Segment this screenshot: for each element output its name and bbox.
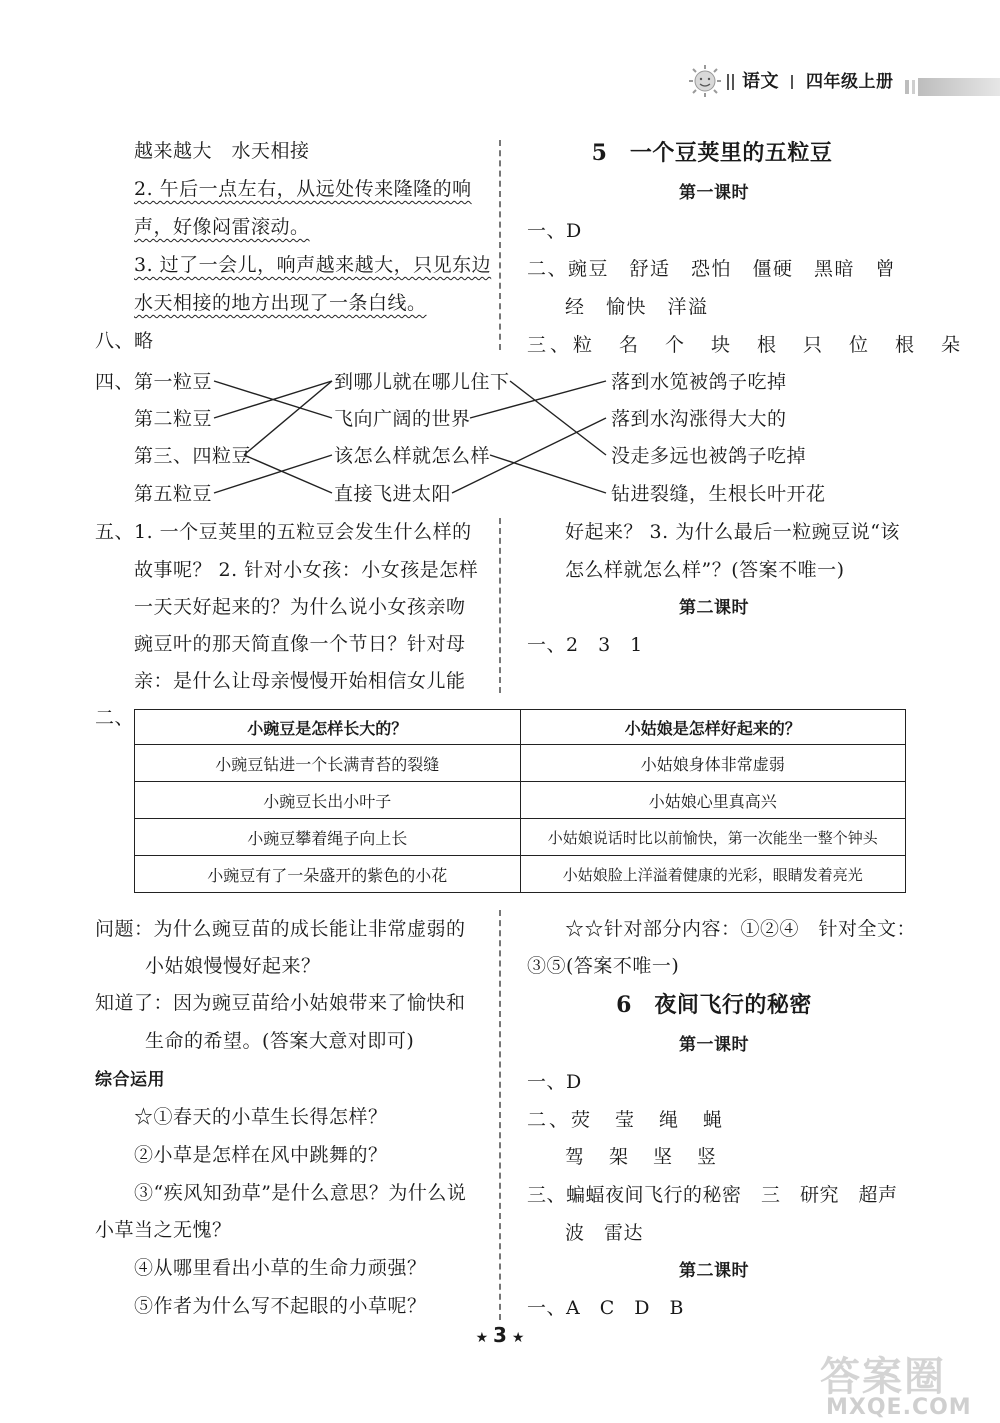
answer-line: ☆☆针对部分内容：①②④ 针对全文： — [565, 918, 917, 940]
answer-line: 三、粒 名 个 块 根 只 位 根 朵 — [527, 334, 965, 356]
answer-line: 五、1. 一个豆荚里的五粒豆会发生什么样的 — [95, 521, 472, 543]
watermark-url: MXQE.COM — [826, 1395, 972, 1420]
header-subject: 语文 — [742, 71, 779, 92]
match-middle-item: 到哪儿就在哪儿住下 — [334, 371, 510, 393]
match-right-item: 落到水沟涨得大大的 — [611, 408, 787, 430]
match-right-item: 钻进裂缝，生根长叶开花 — [611, 483, 826, 505]
answer-line: 波 雷达 — [565, 1222, 644, 1244]
answer-line: 怎么样就怎么样”？(答案不唯一) — [565, 559, 845, 581]
answer-line: 小姑娘慢慢好起来？ — [145, 955, 321, 977]
answer-line: 故事呢？ 2. 针对小女孩：小女孩是怎样 — [134, 559, 479, 581]
lesson-title: 6 夜间飞行的秘密 — [616, 992, 812, 1018]
page-number-value: 3 — [493, 1323, 507, 1347]
match-line — [452, 418, 606, 493]
lesson-title-text: 5 一个豆荚里的五粒豆 — [591, 140, 833, 166]
match-line — [214, 455, 332, 493]
answer-line: 经 愉快 洋溢 — [565, 296, 709, 318]
table-header-cell: 小豌豆是怎样长大的？ — [135, 710, 521, 745]
table-row — [135, 819, 906, 856]
answer-line: 豌豆叶的那天简直像一个节日？针对母 — [134, 633, 466, 655]
star-icon: ★ — [475, 1330, 494, 1346]
column-divider — [499, 910, 501, 1320]
match-middle-item: 飞向广阔的世界 — [334, 408, 471, 430]
matching-prefix: 四、 — [95, 371, 135, 393]
table-row — [135, 745, 906, 782]
watermark — [820, 1345, 1000, 1423]
watermark-logo-text: 答案圈 — [820, 1354, 946, 1400]
table-header-row — [135, 710, 906, 745]
table-cell: 小豌豆有了一朵盛开的紫色的小花 — [135, 856, 521, 893]
match-line — [490, 455, 606, 493]
match-left-item: 第三、四粒豆 — [134, 445, 252, 467]
answer-line: 二、 — [95, 707, 135, 729]
match-left-item: 第一粒豆 — [134, 371, 213, 393]
list-item: ③“疾风知劲草”是什么意思？为什么说 — [134, 1182, 467, 1204]
answer-line: 声，好像闷雷滚动。 — [134, 216, 310, 238]
answer-line: 一、A C D B — [527, 1297, 684, 1319]
list-item: ②小草是怎样在风中跳舞的？ — [134, 1144, 388, 1166]
answer-line: 3. 过了一会儿，响声越来越大，只见东边 — [134, 254, 492, 276]
answer-line: 一、D — [527, 1071, 582, 1093]
answer-line: 二、荧 莹 绳 蝇 — [527, 1109, 726, 1131]
header-grade: 四年级上册 — [806, 72, 894, 92]
period-title: 第一课时 — [679, 1035, 749, 1055]
list-item: ④从哪里看出小草的生命力顽强？ — [134, 1257, 427, 1279]
table-cell: 小姑娘说话时比以前愉快，第一次能坐一整个钟头 — [520, 819, 906, 856]
answer-line: 水天相接的地方出现了一条白线。 — [134, 292, 427, 314]
list-item: ⑤作者为什么写不起眼的小草呢？ — [134, 1295, 427, 1317]
answer-line: 八、略 — [95, 330, 154, 352]
answer-line: 二、豌豆 舒适 恐怕 僵硬 黑暗 曾 — [527, 258, 897, 280]
answer-line: 一、D — [527, 220, 582, 242]
match-line — [244, 455, 332, 493]
table-header-cell: 小姑娘是怎样好起来的？ — [520, 710, 906, 745]
answer-line: 知道了：因为豌豆苗给小姑娘带来了愉快和 — [95, 992, 466, 1014]
period-title: 第二课时 — [679, 1261, 749, 1281]
match-line — [244, 381, 332, 455]
matching-lines — [0, 0, 1000, 520]
table-row — [135, 856, 906, 893]
page-number — [476, 1323, 525, 1347]
match-right-item: 没走多远也被鸽子吃掉 — [611, 445, 807, 467]
column-divider — [499, 518, 501, 693]
star-icon: ★ — [506, 1330, 525, 1346]
period-title: 第一课时 — [679, 183, 749, 203]
match-line — [470, 381, 606, 418]
answer-line: 亲：是什么让母亲慢慢开始相信女儿能 — [134, 670, 466, 692]
answer-line: 一天天好起来的？为什么说小女孩亲吻 — [134, 596, 466, 618]
table-cell: 小豌豆长出小叶子 — [135, 782, 521, 819]
table-cell: 小姑娘身体非常虚弱 — [520, 745, 906, 782]
table-cell: 小姑娘脸上洋溢着健康的光彩，眼睛发着亮光 — [520, 856, 906, 893]
section-title: 综合运用 — [95, 1070, 165, 1090]
match-line — [510, 381, 606, 455]
match-middle-item: 该怎么样就怎么样 — [334, 445, 491, 467]
match-left-item: 第二粒豆 — [134, 408, 213, 430]
table-row — [135, 782, 906, 819]
answer-line: 问题：为什么豌豆苗的成长能让非常虚弱的 — [95, 918, 466, 940]
answer-line: 驾 架 坚 竖 — [565, 1146, 720, 1168]
match-middle-item: 直接飞进太阳 — [334, 483, 452, 505]
match-left-item: 第五粒豆 — [134, 483, 213, 505]
answer-line: 越来越大 水天相接 — [134, 140, 310, 162]
answer-line: 三、蝙蝠夜间飞行的秘密 三 研究 超声 — [527, 1184, 898, 1206]
match-right-item: 落到水笕被鸽子吃掉 — [611, 371, 787, 393]
table-cell: 小豌豆钻进一个长满青苔的裂缝 — [135, 745, 521, 782]
answer-line: 生命的希望。(答案大意对即可) — [145, 1030, 415, 1052]
answer-line: 一、2 3 1 — [527, 634, 643, 656]
list-item: 小草当之无愧？ — [95, 1219, 232, 1241]
table-cell: 小豌豆攀着绳子向上长 — [135, 819, 521, 856]
table-cell: 小姑娘心里真高兴 — [520, 782, 906, 819]
answer-text: 2. 午后一点左右，从远处传来隆隆的响 — [134, 178, 472, 200]
period-title: 第二课时 — [679, 598, 749, 618]
list-item: ☆①春天的小草生长得怎样？ — [134, 1106, 388, 1128]
answer-line: 好起来？ 3. 为什么最后一粒豌豆说“该 — [565, 521, 900, 543]
answer-line: ③⑤(答案不唯一) — [527, 955, 680, 977]
comparison-table — [134, 709, 906, 893]
